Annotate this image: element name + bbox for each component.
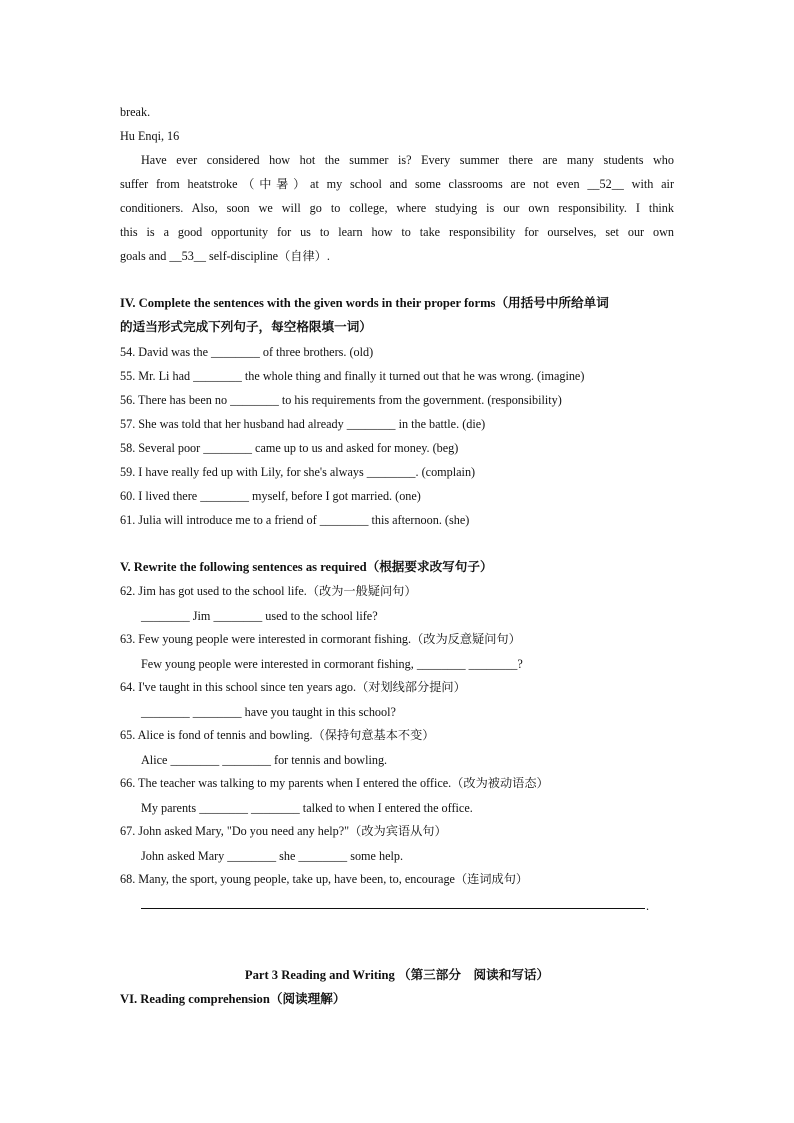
- question-55: 55. Mr. Li had ________ the whole thing and finally it turned out that he was wrong. (imagine): [120, 369, 585, 383]
- question-56: 56. There has been no ________ to his requirements from the government. (responsibility): [120, 393, 562, 407]
- question-67: 67. John asked Mary, "Do you need any help?"（改为宾语从句）: [120, 824, 447, 838]
- answer-line-62: ________ Jim ________ used to the school life?: [141, 609, 378, 623]
- question-57: 57. She was told that her husband had already ________ in the battle. (die): [120, 417, 486, 431]
- question-54: 54. David was the ________ of three brothers. (old): [120, 345, 374, 359]
- question-68: 68. Many, the sport, young people, take up, have been, to, encourage（连词成句）: [120, 872, 529, 886]
- answer-line-66: My parents ________ ________ talked to when I entered the office.: [141, 801, 473, 815]
- answer-line-67: John asked Mary ________ she ________ some help.: [141, 849, 404, 863]
- answer-line-65: Alice ________ ________ for tennis and bowling.: [141, 753, 388, 767]
- passage-line: conditioners. Also, soon we will go to college, where studying is our own responsibility. I think: [120, 201, 674, 215]
- question-63: 63. Few young people were interested in cormorant fishing.（改为反意疑问句）: [120, 632, 521, 646]
- question-58: 58. Several poor ________ came up to us and asked for money. (beg): [120, 441, 459, 455]
- question-60: 60. I lived there ________ myself, before I got married. (one): [120, 489, 421, 503]
- passage-line: break.: [120, 105, 151, 119]
- part-3-title: Part 3 Reading and Writing （第三部分 阅读和写话）: [244, 968, 550, 982]
- question-61: 61. Julia will introduce me to a friend of ________ this afternoon. (she): [120, 513, 470, 527]
- section-4-heading-cont: 的适当形式完成下列句子，每空格限填一词）: [120, 320, 372, 334]
- question-59: 59. I have really fed up with Lily, for she's always ________. (complain): [120, 465, 476, 479]
- question-62: 62. Jim has got used to the school life.（改为一般疑问句）: [120, 584, 417, 598]
- section-5-heading: V. Rewrite the following sentences as required（根据要求改写句子）: [120, 560, 493, 574]
- passage-line: this is a good opportunity for us to learn how to take responsibility for ourselves, set our own: [120, 225, 674, 239]
- answer-end-mark: .: [646, 899, 650, 913]
- answer-line-63: Few young people were interested in cormorant fishing, ________ ________?: [141, 657, 523, 671]
- question-65: 65. Alice is fond of tennis and bowling.（保持句意基本不变）: [120, 728, 435, 742]
- passage-line: Have ever considered how hot the summer is? Every summer there are many students who: [141, 153, 674, 167]
- answer-line-64: ________ ________ have you taught in this school?: [141, 705, 396, 719]
- passage-line: suffer from heatstroke（中暑）at my school and some classrooms are not even __52__ with air: [120, 177, 674, 191]
- passage-line: goals and __53__ self-discipline（自律）.: [120, 249, 330, 263]
- section-6-heading: VI. Reading comprehension（阅读理解）: [120, 992, 346, 1006]
- question-66: 66. The teacher was talking to my parents when I entered the office.（改为被动语态）: [120, 776, 549, 790]
- section-4-heading: IV. Complete the sentences with the given words in their proper forms（用括号中所给单词: [120, 296, 609, 310]
- passage-author: Hu Enqi, 16: [120, 129, 180, 143]
- question-64: 64. I've taught in this school since ten years ago.（对划线部分提问）: [120, 680, 466, 694]
- answer-rule-68: [141, 908, 645, 909]
